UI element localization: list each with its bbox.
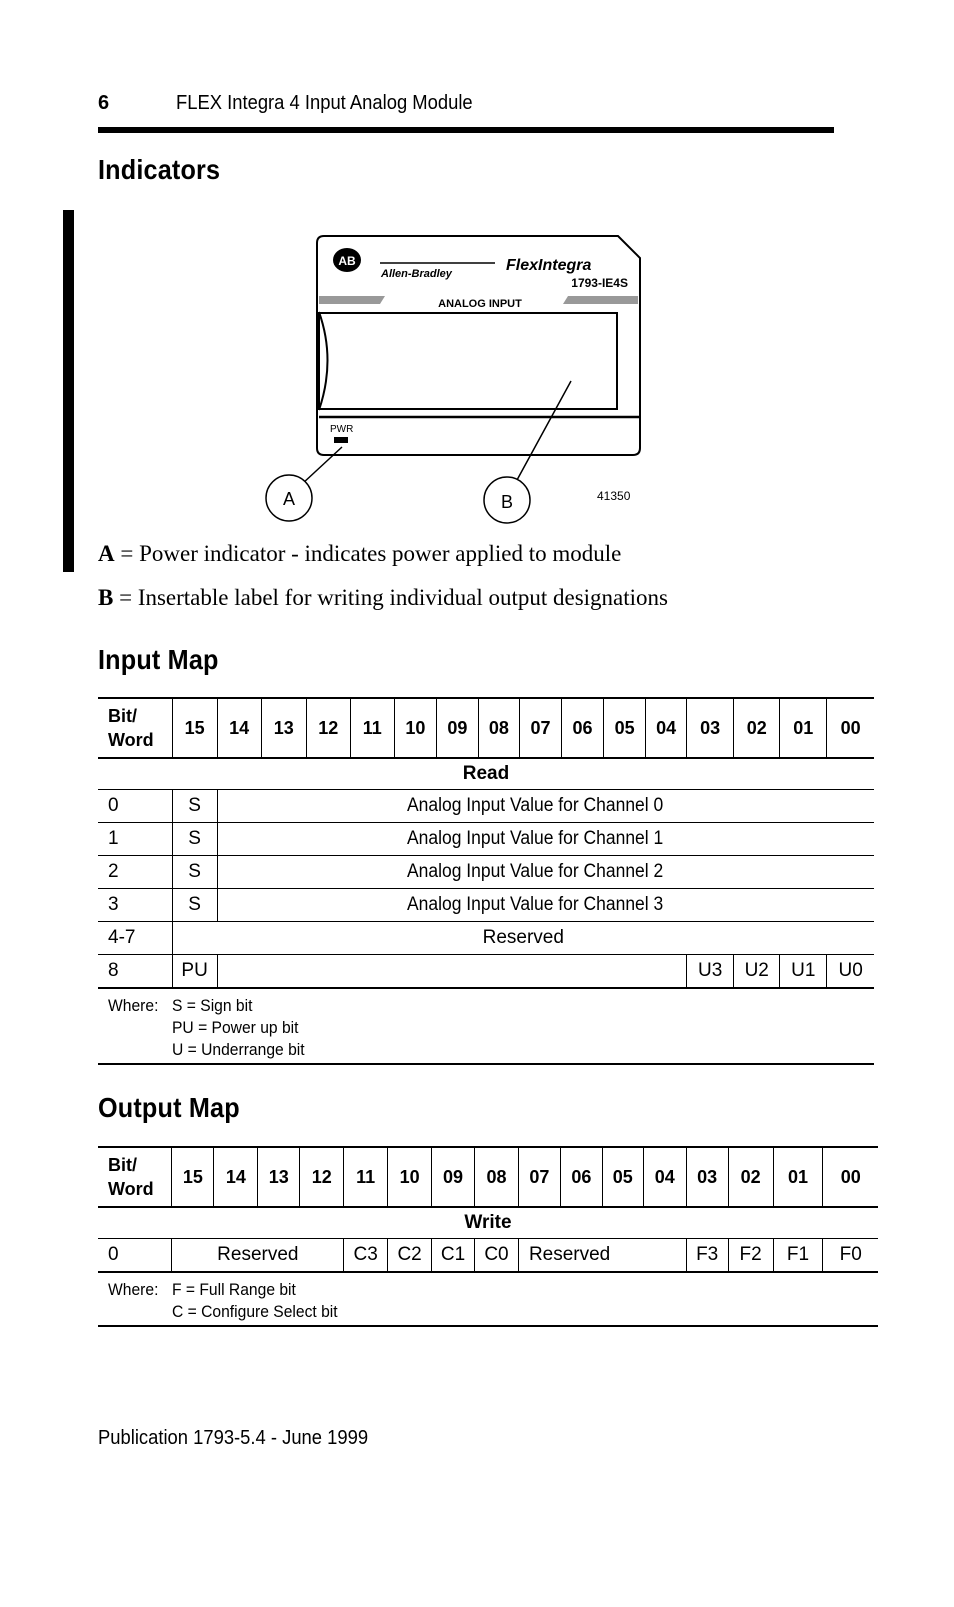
value-cell: Analog Input Value for Channel 3 xyxy=(217,889,874,922)
bit-header: 01 xyxy=(773,1147,823,1207)
bit-header: 10 xyxy=(394,698,436,758)
sign-cell: S xyxy=(172,889,217,922)
sign-cell: S xyxy=(172,823,217,856)
bit-header: 02 xyxy=(728,1147,773,1207)
reserved-cell: Reserved xyxy=(172,922,874,955)
bit-header: 10 xyxy=(388,1147,432,1207)
input-map-table xyxy=(98,697,874,1065)
bit-header: 07 xyxy=(518,1147,560,1207)
output-map-table xyxy=(98,1146,878,1327)
panel-title: ANALOG INPUT xyxy=(438,298,522,310)
bit-header: 15 xyxy=(172,698,217,758)
reserved-cell: Reserved xyxy=(172,1239,344,1273)
legend-b-text: = Insertable label for writing individual output designations xyxy=(113,585,668,610)
reserved-cell: Reserved xyxy=(518,1239,686,1273)
c3-cell: C3 xyxy=(344,1239,388,1273)
header-rule xyxy=(98,127,834,133)
sign-cell: S xyxy=(172,856,217,889)
empty-cell xyxy=(217,955,687,989)
bitword-header: Bit/ Word xyxy=(98,698,172,758)
u1-cell: U1 xyxy=(780,955,827,989)
page-number: 6 xyxy=(98,92,110,114)
sign-cell: S xyxy=(172,790,217,823)
u3-cell: U3 xyxy=(687,955,734,989)
output-map-heading: Output Map xyxy=(98,1092,240,1123)
product-logo: FlexIntegra xyxy=(506,257,592,274)
bit-header: 12 xyxy=(300,1147,344,1207)
pu-cell: PU xyxy=(172,955,217,989)
bit-header: 01 xyxy=(780,698,827,758)
bit-header: 03 xyxy=(686,1147,728,1207)
where-label: Where: xyxy=(98,1272,172,1326)
bit-header: 05 xyxy=(602,1147,643,1207)
bit-header: 13 xyxy=(261,698,306,758)
legend-a xyxy=(98,541,621,567)
note-line: F = Full Range bit xyxy=(171,1280,296,1299)
bit-header: 09 xyxy=(436,698,478,758)
word-cell: 1 xyxy=(98,823,172,856)
pwr-label: PWR xyxy=(330,424,354,435)
f1-cell: F1 xyxy=(773,1239,823,1273)
table-row xyxy=(98,856,874,889)
table-row xyxy=(98,922,874,955)
c2-cell: C2 xyxy=(388,1239,432,1273)
catalog-number: 1793-IE4S xyxy=(571,276,628,290)
u0-cell: U0 xyxy=(827,955,874,989)
bit-header: 00 xyxy=(823,1147,878,1207)
bit-header: 09 xyxy=(432,1147,475,1207)
legend-b-key: B xyxy=(98,585,114,610)
bit-header: 14 xyxy=(217,698,261,758)
module-figure xyxy=(255,230,655,530)
callout-a: A xyxy=(282,489,296,509)
bit-header: 04 xyxy=(646,698,687,758)
where-notes xyxy=(172,988,874,1064)
word-cell: 8 xyxy=(98,955,172,989)
bit-header: 11 xyxy=(350,698,394,758)
bit-header: 05 xyxy=(604,698,646,758)
where-label: Where: xyxy=(98,988,172,1064)
brand-label: Allen-Bradley xyxy=(381,268,452,280)
bit-header: 08 xyxy=(478,698,519,758)
bit-header: 06 xyxy=(560,1147,602,1207)
f3-cell: F3 xyxy=(686,1239,728,1273)
input-map-heading: Input Map xyxy=(98,644,219,675)
bit-header: 04 xyxy=(643,1147,686,1207)
note-line: U = Underrange bit xyxy=(172,1040,305,1059)
figure-id: 41350 xyxy=(597,489,631,503)
bit-header: 02 xyxy=(734,698,780,758)
write-section-label: Write xyxy=(98,1207,878,1239)
legend-b xyxy=(98,585,668,611)
c0-cell: C0 xyxy=(475,1239,519,1273)
bit-header: 13 xyxy=(258,1147,300,1207)
bit-header: 06 xyxy=(562,698,604,758)
change-bar xyxy=(63,210,74,572)
value-cell: Analog Input Value for Channel 0 xyxy=(217,790,874,823)
word-cell: 4-7 xyxy=(98,922,172,955)
note-line: PU = Power up bit xyxy=(172,1018,299,1037)
value-cell: Analog Input Value for Channel 2 xyxy=(217,856,874,889)
indicators-heading: Indicators xyxy=(98,154,221,185)
ab-logo-text: AB xyxy=(338,254,356,268)
table-row xyxy=(98,1239,878,1273)
bit-header: 07 xyxy=(519,698,561,758)
table-row xyxy=(98,790,874,823)
bit-header: 03 xyxy=(687,698,734,758)
running-title: FLEX Integra 4 Input Analog Module xyxy=(176,92,473,114)
callout-b: B xyxy=(500,492,514,512)
word-cell: 0 xyxy=(98,790,172,823)
table-row xyxy=(98,889,874,922)
bit-header: 12 xyxy=(306,698,350,758)
u2-cell: U2 xyxy=(734,955,780,989)
bit-header: 15 xyxy=(172,1147,214,1207)
read-section-label: Read xyxy=(98,758,874,790)
word-cell: 2 xyxy=(98,856,172,889)
note-line: S = Sign bit xyxy=(172,996,253,1015)
table-row xyxy=(98,955,874,989)
legend-a-text: = Power indicator - indicates power applied to module xyxy=(114,541,622,566)
output-header-row xyxy=(98,1147,878,1207)
bit-header: 08 xyxy=(475,1147,519,1207)
table-row xyxy=(98,823,874,856)
word-cell: 3 xyxy=(98,889,172,922)
value-cell: Analog Input Value for Channel 1 xyxy=(217,823,874,856)
f2-cell: F2 xyxy=(728,1239,773,1273)
f0-cell: F0 xyxy=(823,1239,878,1273)
where-notes xyxy=(172,1272,878,1326)
input-header-row xyxy=(98,698,874,758)
bit-header: 11 xyxy=(344,1147,388,1207)
publication-footer: Publication 1793-5.4 - June 1999 xyxy=(98,1427,369,1449)
bit-header: 00 xyxy=(827,698,874,758)
word-cell: 0 xyxy=(98,1239,172,1273)
pwr-led-icon xyxy=(334,437,348,443)
bit-header: 14 xyxy=(214,1147,258,1207)
legend-a-key: A xyxy=(98,541,115,566)
note-line: C = Configure Select bit xyxy=(171,1302,338,1321)
bitword-header: Bit/ Word xyxy=(98,1147,172,1207)
c1-cell: C1 xyxy=(432,1239,475,1273)
